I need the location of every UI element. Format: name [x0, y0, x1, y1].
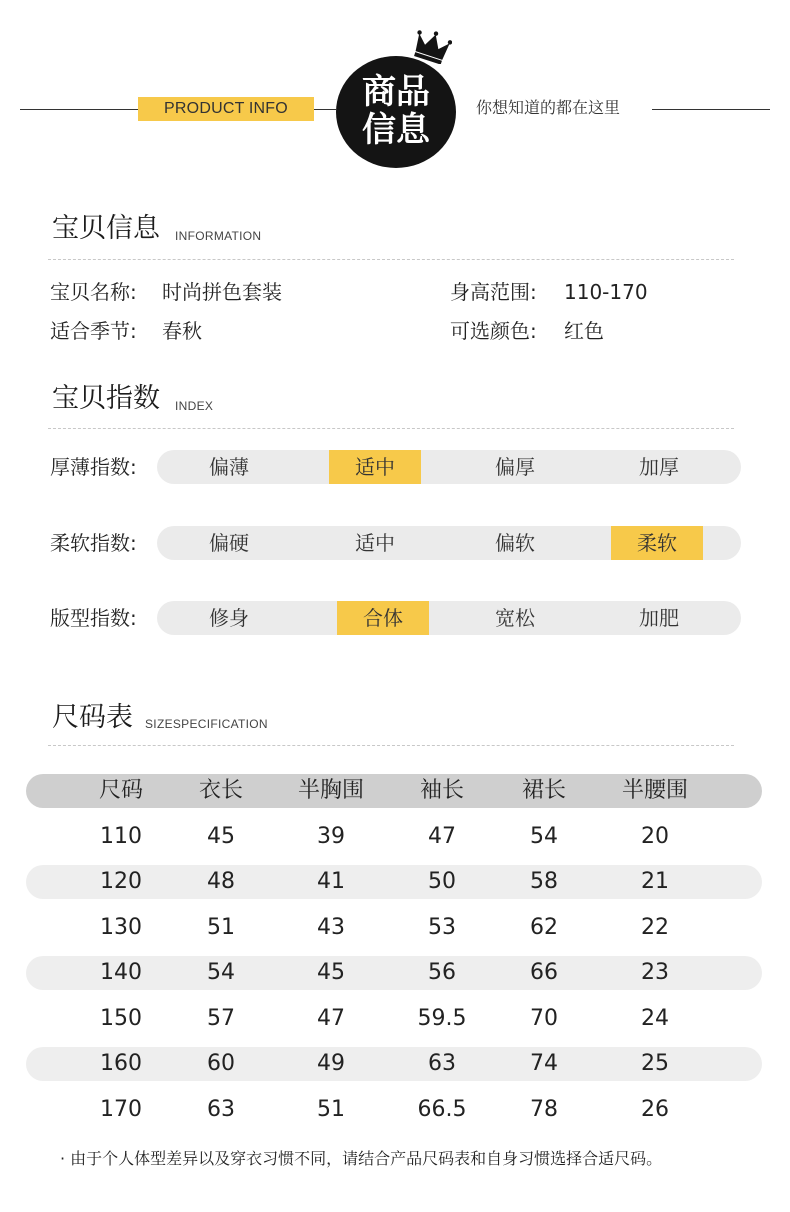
header-mid-rule: [314, 109, 336, 110]
title-badge: [336, 56, 456, 168]
thickness-option-thick: 偏厚: [495, 455, 535, 479]
size-table-cell: 24: [641, 1006, 669, 1031]
size-table-cell: 51: [207, 915, 235, 940]
size-table-cell: 51: [317, 1097, 345, 1122]
information-divider: [48, 259, 734, 260]
badge-line-1: 商品: [362, 72, 430, 112]
color-label: 可选颜色:: [450, 319, 537, 343]
size-table-cell: 110: [100, 824, 142, 849]
size-table-cell: 50: [428, 869, 456, 894]
size-table-cell: 58: [530, 869, 558, 894]
size-table-cell: 41: [317, 869, 345, 894]
size-table-header-cell: 尺码: [98, 778, 143, 803]
softness-index-scale: [157, 526, 741, 560]
size-table-cell: 60: [207, 1051, 235, 1076]
name-label: 宝贝名称:: [50, 280, 137, 304]
thickness-option-extra-thick: 加厚: [639, 455, 679, 479]
header-left-rule: [20, 109, 140, 110]
size-table-cell: 45: [317, 960, 345, 985]
size-table-cell: 20: [641, 824, 669, 849]
size-table-cell: 47: [317, 1006, 345, 1031]
size-table-header-cell: 袖长: [419, 778, 464, 803]
size-table-cell: 130: [100, 915, 142, 940]
height-label: 身高范围:: [450, 280, 537, 304]
size-table-cell: 74: [530, 1051, 558, 1076]
softness-option-soft: 柔软: [611, 526, 703, 560]
season-label: 适合季节:: [50, 319, 137, 343]
size-table-cell: 25: [641, 1051, 669, 1076]
softness-option-hard: 偏硬: [209, 531, 249, 555]
fit-option-regular: 合体: [337, 601, 429, 635]
information-title: 宝贝信息: [52, 213, 160, 244]
size-table-title: 尺码表: [52, 702, 133, 733]
index-subtitle: INDEX: [175, 399, 214, 413]
thickness-option-thin: 偏薄: [209, 455, 249, 479]
size-table-cell: 23: [641, 960, 669, 985]
size-note: · 由于个人体型差异以及穿衣习惯不同，请结合产品尺码表和自身习惯选择合适尺码。: [60, 1149, 663, 1168]
size-table-cell: 43: [317, 915, 345, 940]
size-table-cell: 70: [530, 1006, 558, 1031]
size-table-cell: 47: [428, 824, 456, 849]
header-tagline: 你想知道的都在这里: [476, 98, 621, 117]
header-right-rule: [652, 109, 770, 110]
size-table-subtitle: SIZESPECIFICATION: [145, 717, 268, 731]
size-table-cell: 49: [317, 1051, 345, 1076]
fit-index-scale: [157, 601, 741, 635]
softness-option-medium: 适中: [355, 531, 395, 555]
size-table-cell: 63: [428, 1051, 456, 1076]
size-table-cell: 26: [641, 1097, 669, 1122]
size-table-cell: 22: [641, 915, 669, 940]
size-table-cell: 48: [207, 869, 235, 894]
size-table-cell: 170: [100, 1097, 142, 1122]
height-value: 110-170: [564, 280, 648, 304]
thickness-index-label: 厚薄指数:: [50, 455, 137, 479]
size-table-header-cell: 半腰围: [621, 778, 688, 803]
size-table-cell: 66.5: [417, 1097, 467, 1122]
size-table-cell: 53: [428, 915, 456, 940]
season-value: 春秋: [162, 319, 202, 343]
size-table-cell: 45: [207, 824, 235, 849]
crown-icon: [412, 28, 452, 64]
badge-line-2: 信息: [362, 110, 430, 150]
size-table-cell: 160: [100, 1051, 142, 1076]
softness-option-slightly-soft: 偏软: [495, 531, 535, 555]
name-value: 时尚拼色套装: [162, 280, 282, 304]
index-divider: [48, 428, 734, 429]
size-table-header-cell: 衣长: [198, 778, 243, 803]
product-info-tag: PRODUCT INFO: [138, 97, 314, 121]
size-table-cell: 62: [530, 915, 558, 940]
size-table-divider: [48, 745, 734, 746]
thickness-index-scale: [157, 450, 741, 484]
thickness-option-medium: 适中: [329, 450, 421, 484]
softness-index-label: 柔软指数:: [50, 531, 137, 555]
size-table-header-cell: 裙长: [521, 778, 566, 803]
size-table-cell: 150: [100, 1006, 142, 1031]
size-table-cell: 57: [207, 1006, 235, 1031]
size-table-cell: 66: [530, 960, 558, 985]
size-table-cell: 140: [100, 960, 142, 985]
fit-index-label: 版型指数:: [50, 606, 137, 630]
size-table-cell: 59.5: [417, 1006, 467, 1031]
size-table-header-cell: 半胸围: [297, 778, 364, 803]
size-table-cell: 78: [530, 1097, 558, 1122]
color-value: 红色: [564, 319, 604, 343]
size-table-cell: 54: [530, 824, 558, 849]
fit-option-loose: 宽松: [495, 606, 535, 630]
size-table-cell: 120: [100, 869, 142, 894]
size-table-cell: 63: [207, 1097, 235, 1122]
size-table-cell: 21: [641, 869, 669, 894]
size-table-cell: 56: [428, 960, 456, 985]
size-table-cell: 39: [317, 824, 345, 849]
information-subtitle: INFORMATION: [175, 229, 262, 243]
size-table-cell: 54: [207, 960, 235, 985]
fit-option-plus: 加肥: [639, 606, 679, 630]
index-title: 宝贝指数: [52, 383, 160, 414]
fit-option-slim: 修身: [209, 606, 249, 630]
